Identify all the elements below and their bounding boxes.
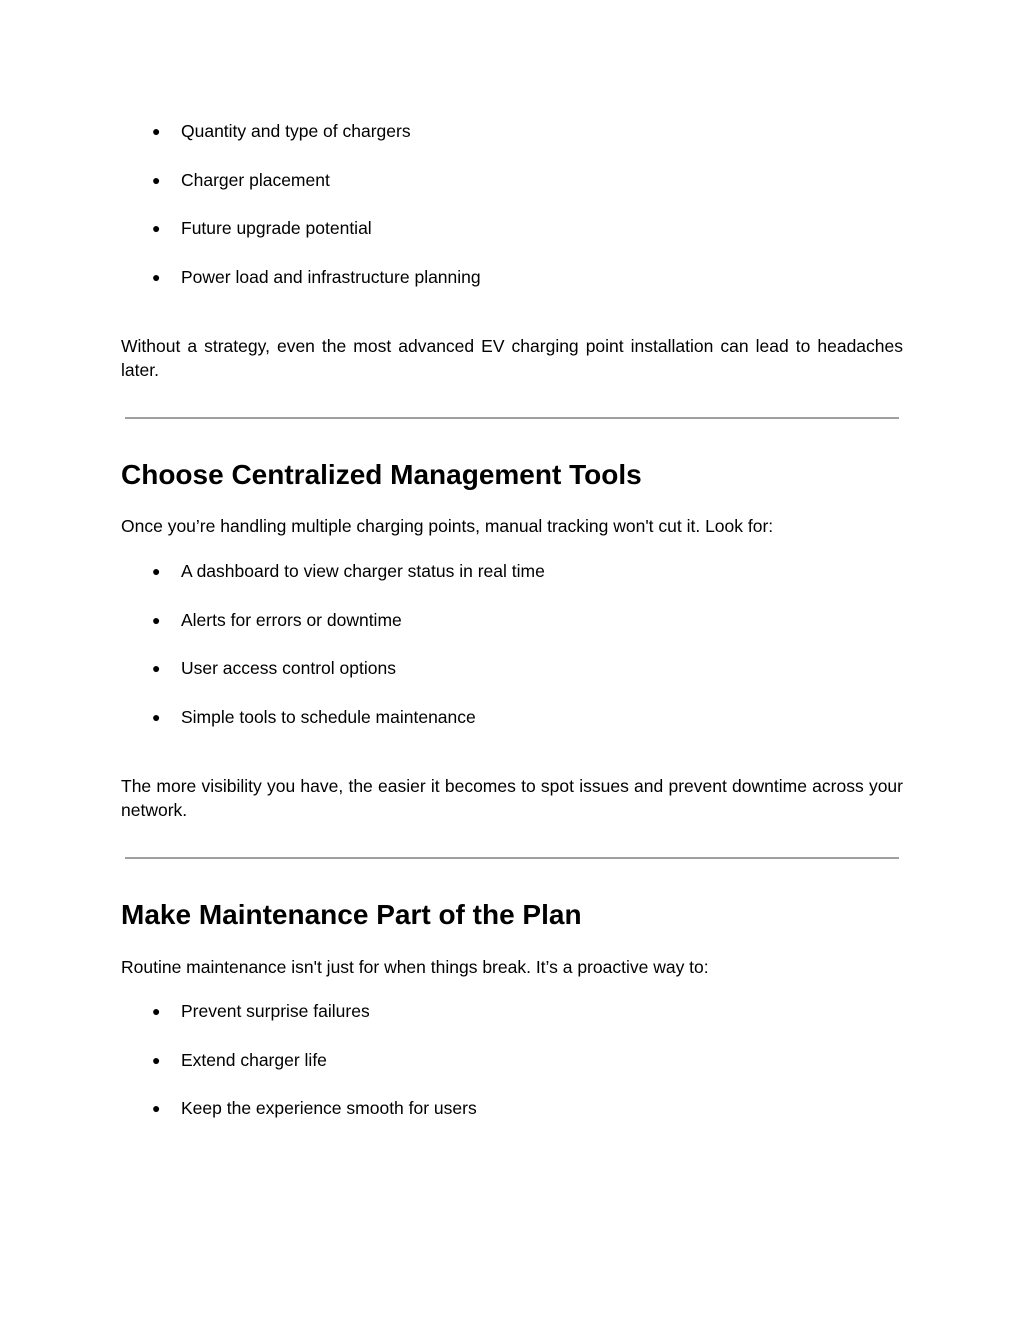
list-item xyxy=(121,216,903,265)
list-item xyxy=(121,168,903,217)
paragraph-management-intro: Once you’re handling multiple charging points, manual tracking won't cut it. Look for: xyxy=(121,516,774,536)
bullet-list-top xyxy=(121,119,903,314)
list-item-text: A dashboard to view charger status in real time xyxy=(181,561,545,581)
list-item-text: Alerts for errors or downtime xyxy=(181,609,402,630)
list-item xyxy=(121,999,903,1048)
bullet-icon: ● xyxy=(152,269,161,286)
list-item xyxy=(121,656,903,705)
horizontal-divider xyxy=(125,417,899,419)
list-item-text: Power load and infrastructure planning xyxy=(181,267,481,288)
bullet-icon: ● xyxy=(152,611,161,628)
list-item xyxy=(121,608,903,657)
bullet-icon: ● xyxy=(152,563,161,579)
list-item-text: Simple tools to schedule maintenance xyxy=(181,707,476,728)
list-item xyxy=(121,1048,903,1097)
horizontal-divider xyxy=(125,857,899,859)
list-item-text: Prevent surprise failures xyxy=(181,1001,370,1021)
list-item xyxy=(121,1096,903,1145)
bullet-icon: ● xyxy=(152,171,161,188)
bullet-icon: ● xyxy=(152,709,161,726)
list-item-text: Future upgrade potential xyxy=(181,218,372,239)
bullet-icon: ● xyxy=(152,1003,161,1019)
section-heading-maintenance: Make Maintenance Part of the Plan xyxy=(121,899,582,930)
list-item xyxy=(121,705,903,754)
bullet-list-maintenance xyxy=(121,999,903,1145)
bullet-icon: ● xyxy=(152,1051,161,1068)
list-item xyxy=(121,119,903,168)
paragraph-maintenance-intro: Routine maintenance isn't just for when things break. It’s a proactive way to: xyxy=(121,957,709,977)
bullet-icon: ● xyxy=(152,1100,161,1117)
list-item-text: Quantity and type of chargers xyxy=(181,121,411,141)
bullet-icon: ● xyxy=(152,220,161,237)
list-item-text: User access control options xyxy=(181,658,396,679)
list-item-text: Keep the experience smooth for users xyxy=(181,1098,477,1119)
paragraph-management-closing: The more visibility you have, the easier it becomes to spot issues and prevent downtime across your network. xyxy=(121,776,903,820)
list-item xyxy=(121,559,903,608)
list-item-text: Extend charger life xyxy=(181,1049,327,1070)
bullet-icon: ● xyxy=(152,123,161,139)
list-item xyxy=(121,265,903,314)
bullet-list-management xyxy=(121,559,903,754)
bullet-icon: ● xyxy=(152,660,161,677)
section-heading-management: Choose Centralized Management Tools xyxy=(121,459,642,490)
list-item-text: Charger placement xyxy=(181,169,330,190)
paragraph-strategy: Without a strategy, even the most advanced EV charging point installation can lead to headaches later. xyxy=(121,336,903,380)
